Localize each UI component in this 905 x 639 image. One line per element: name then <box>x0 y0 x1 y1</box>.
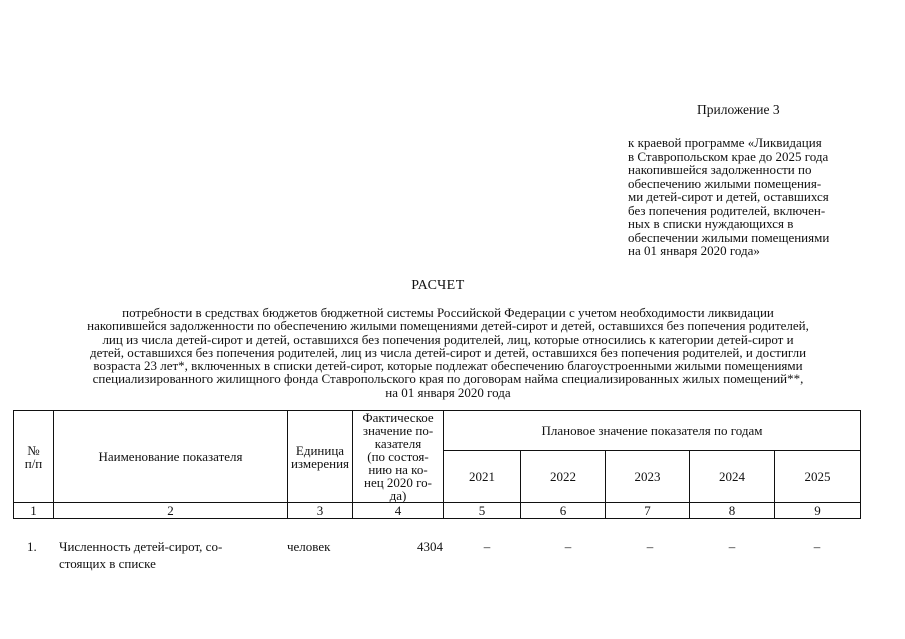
column-number: 7 <box>606 503 690 519</box>
row-plan-value: – <box>564 539 572 554</box>
header-unit <box>288 411 353 503</box>
row-plan-value: – <box>483 539 491 554</box>
subtitle-line: на 01 января 2020 года <box>385 384 511 400</box>
subtitle-line: лиц из числа детей-сирот и детей, оставшихся без попечения родителей, лиц, которые относились к категории детей-сирот и <box>102 331 794 347</box>
appendix-line: на 01 января 2020 года» <box>628 243 760 258</box>
column-number: 3 <box>288 503 353 519</box>
appendix-line: обеспечению жилыми помещения- <box>628 175 822 191</box>
appendix-line: накопившейся задолженности по <box>628 162 812 177</box>
row-name-line: стоящих в списке <box>59 556 156 571</box>
subtitle-line: потребности в средствах бюджетов бюджетной системы Российской Федерации с учетом необходимости ликвидации <box>122 305 774 320</box>
header-year: 2022 <box>521 450 606 502</box>
header-year: 2025 <box>775 450 861 502</box>
header-fact-line: нец 2020 го- <box>363 475 433 490</box>
header-unit-line: Единица <box>295 442 345 458</box>
header-year: 2023 <box>606 450 690 502</box>
row-unit: человек <box>287 539 331 554</box>
row-indicator-name <box>59 538 247 572</box>
appendix-line: ных в списки нуждающихся в <box>628 216 794 231</box>
document-subtitle <box>20 306 876 399</box>
header-year: 2024 <box>690 450 775 502</box>
row-number: 1. <box>27 539 37 554</box>
appendix-line: в Ставропольском крае до 2025 года <box>628 148 829 164</box>
header-num-line: п/п <box>24 455 43 471</box>
column-number: 2 <box>54 503 288 519</box>
appendix-line: к краевой программе «Ликвидация <box>628 135 822 150</box>
calculation-table <box>13 410 861 519</box>
appendix-line: без попечения родителей, включен- <box>628 202 826 218</box>
header-fact-line: значение по- <box>362 423 434 438</box>
appendix-title: Приложение 3 <box>697 102 780 117</box>
column-number: 4 <box>353 503 444 519</box>
header-fact-line: казателя <box>374 436 422 451</box>
column-number: 5 <box>444 503 521 519</box>
header-fact <box>353 411 444 503</box>
header-plan: Плановое значение показателя по годам <box>444 411 861 451</box>
header-fact-line: да) <box>389 488 407 503</box>
column-number: 6 <box>521 503 606 519</box>
row-plan-value: – <box>646 539 654 554</box>
column-number: 1 <box>14 503 54 519</box>
header-unit-line: измерения <box>290 455 350 471</box>
row-fact-value: 4304 <box>417 539 443 554</box>
header-fact-line: нию на ко- <box>368 462 428 477</box>
row-plan-value: – <box>813 539 821 554</box>
column-number: 8 <box>690 503 775 519</box>
header-num-line: № <box>27 442 40 458</box>
header-fact-line: Фактическое <box>362 410 434 425</box>
column-number: 9 <box>775 503 861 519</box>
subtitle-line: специализированного жилищного фонда Ставропольского края по договорам найма специализированных жилых помещений**, <box>92 371 804 387</box>
header-name: Наименование показателя <box>54 411 288 503</box>
subtitle-line: накопившейся задолженности по обеспечению жилыми помещениями детей-сирот и детей, оставшихся без попечения родителей, <box>87 318 809 334</box>
header-year: 2021 <box>444 450 521 502</box>
appendix-line: обеспечении жилыми помещениями <box>628 229 830 245</box>
subtitle-line: детей, оставшихся без попечения родителей, лиц из числа детей-сирот и детей, оставшихся без попечения родителей, и достигли <box>89 344 807 360</box>
header-fact-line: (по состоя- <box>367 449 429 464</box>
row-name-line: Численность детей-сирот, со- <box>59 539 223 554</box>
appendix-text <box>628 136 864 258</box>
table-row <box>13 538 860 574</box>
subtitle-line: возраста 23 лет*, включенных в списки детей-сирот, которые подлежат обеспечению благоустроенными жилыми помещениями <box>93 358 803 374</box>
document-title: РАСЧЕТ <box>411 278 465 293</box>
row-plan-value: – <box>728 539 736 554</box>
appendix-line: ми детей-сирот и детей, оставшихся <box>628 189 829 204</box>
header-num <box>14 411 54 503</box>
